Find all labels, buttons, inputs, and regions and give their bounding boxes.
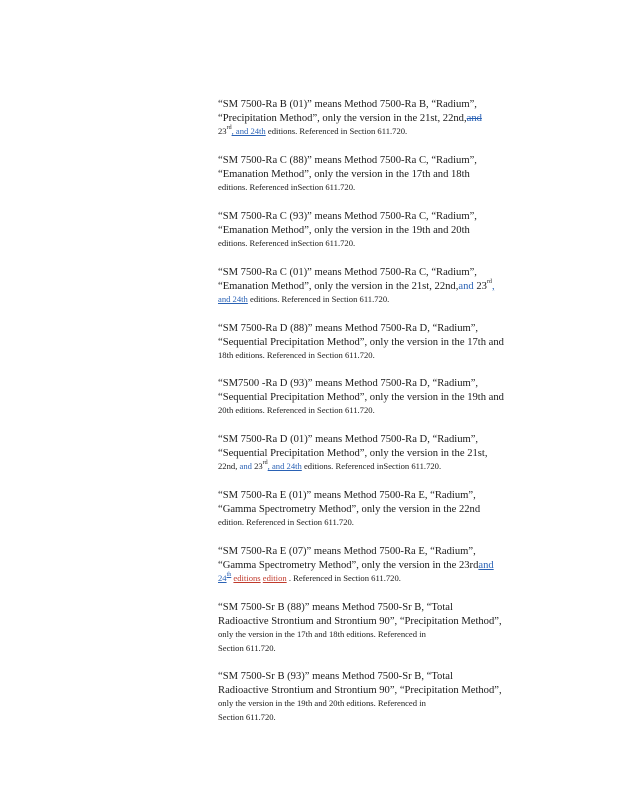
entry-text: “Gamma Spectrometry Method”, only the version in the 23rd bbox=[218, 559, 479, 571]
entry-line: “Sequential Precipitation Method”, only the version in the 21st, bbox=[218, 447, 488, 459]
superscript: rd bbox=[226, 125, 232, 132]
definition-sm-7500-sr-b-93 bbox=[218, 670, 558, 724]
entry-line: Radioactive Strontium and Strontium 90”, “Precipitation Method”, bbox=[218, 615, 502, 627]
entry-text: 23 bbox=[218, 126, 227, 136]
inserted-text: , and 24th bbox=[267, 461, 302, 471]
deleted-text: and bbox=[466, 112, 482, 124]
entry-line bbox=[218, 293, 558, 307]
entry-line: “SM 7500-Ra E (07)” means Method 7500-Ra E, “Radium”, bbox=[218, 546, 476, 557]
inserted-text: , bbox=[491, 280, 495, 292]
entry-line bbox=[218, 572, 558, 586]
entry-line: “SM 7500-Ra C (01)” means Method 7500-Ra C, “Radium”, bbox=[218, 267, 477, 278]
entry-text: editions. Referenced inSection 611.720. bbox=[303, 461, 442, 471]
definition-sm-7500-ra-d-93 bbox=[218, 377, 558, 418]
entry-line: Section 611.720. bbox=[218, 711, 276, 722]
entry-line bbox=[218, 125, 558, 139]
entry-line bbox=[218, 280, 558, 294]
entry-line bbox=[218, 112, 558, 126]
entry-line: “SM 7500-Ra B (01)” means Method 7500-Ra B, “Radium”, bbox=[218, 99, 477, 110]
definition-sm-7500-ra-c-01 bbox=[218, 266, 558, 307]
inserted-text: and bbox=[239, 461, 252, 471]
entry-text: “Precipitation Method”, only the version in the 21st, 22nd, bbox=[218, 112, 467, 124]
inserted-text: and bbox=[458, 280, 474, 292]
definition-sm-7500-ra-d-88 bbox=[218, 322, 558, 363]
entry-text: . Referenced in Section 611.720. bbox=[288, 573, 401, 583]
definition-sm-7500-ra-e-07 bbox=[218, 545, 558, 586]
entry-line: “SM 7500-Ra D (88)” means Method 7500-Ra D, “Radium”, bbox=[218, 323, 479, 334]
entry-line: 20th editions. Referenced in Section 611.720. bbox=[218, 405, 375, 415]
entry-line: “SM 7500-Sr B (88)” means Method 7500-Sr B, “Total bbox=[218, 602, 453, 613]
definition-sm-7500-ra-c-88 bbox=[218, 154, 558, 195]
entry-line: “SM 7500-Ra D (01)” means Method 7500-Ra D, “Radium”, bbox=[218, 434, 479, 445]
entry-line: “SM 7500-Sr B (93)” means Method 7500-Sr B, “Total bbox=[218, 671, 453, 682]
entry-text: 22nd, bbox=[218, 461, 238, 471]
definition-sm-7500-ra-c-93 bbox=[218, 210, 558, 251]
definition-sm-7500-ra-b-01 bbox=[218, 98, 558, 139]
entry-line: “SM 7500-Ra C (93)” means Method 7500-Ra C, “Radium”, bbox=[218, 211, 477, 222]
inserted-text: and 24th bbox=[218, 294, 248, 304]
entry-line bbox=[218, 460, 558, 474]
entry-text: editions. Referenced in Section 611.720. bbox=[250, 294, 390, 304]
entry-line: “SM 7500-Ra E (01)” means Method 7500-Ra E, “Radium”, bbox=[218, 490, 476, 501]
entry-line: Radioactive Strontium and Strontium 90”, “Precipitation Method”, bbox=[218, 684, 502, 696]
inserted-text: and bbox=[478, 559, 494, 571]
inserted-text: editions bbox=[233, 573, 261, 583]
entry-text: editions. Referenced in Section 611.720. bbox=[267, 126, 408, 136]
definition-sm-7500-ra-e-01 bbox=[218, 489, 558, 530]
entry-line: editions. Referenced inSection 611.720. bbox=[218, 238, 356, 248]
entry-line: 18th editions. Referenced in Section 611.720. bbox=[218, 350, 375, 360]
entry-text: 23 bbox=[476, 280, 487, 292]
entry-text: “Emanation Method”, only the version in the 21st, 22nd, bbox=[218, 280, 459, 292]
entry-line: “SM 7500-Ra C (88)” means Method 7500-Ra C, “Radium”, bbox=[218, 155, 477, 166]
entry-text: 23 bbox=[254, 461, 263, 471]
entry-line: edition. Referenced in Section 611.720. bbox=[218, 517, 354, 527]
inserted-text: 24 bbox=[218, 573, 227, 583]
entry-line: only the version in the 19th and 20th editions. Referenced in bbox=[218, 698, 426, 708]
superscript: rd bbox=[262, 460, 268, 467]
entry-line: “Sequential Precipitation Method”, only the version in the 17th and bbox=[218, 336, 504, 348]
definition-sm-7500-sr-b-88 bbox=[218, 601, 558, 655]
entry-line: “Emanation Method”, only the version in the 19th and 20th bbox=[218, 224, 470, 236]
entry-line: “Sequential Precipitation Method”, only the version in the 19th and bbox=[218, 391, 504, 403]
entry-line: only the version in the 17th and 18th editions. Referenced in bbox=[218, 629, 426, 639]
superscript: th bbox=[226, 572, 232, 579]
entry-line: “SM7500 -Ra D (93)” means Method 7500-Ra D, “Radium”, bbox=[218, 378, 479, 389]
entry-line: editions. Referenced inSection 611.720. bbox=[218, 182, 356, 192]
revised-text: edition bbox=[262, 573, 287, 583]
definition-sm-7500-ra-d-01 bbox=[218, 433, 558, 474]
entry-line bbox=[218, 559, 558, 573]
entry-line: “Emanation Method”, only the version in the 17th and 18th bbox=[218, 168, 470, 180]
inserted-text: , and 24th bbox=[231, 126, 266, 136]
entry-line: “Gamma Spectrometry Method”, only the version in the 22nd bbox=[218, 503, 481, 515]
entry-line: Section 611.720. bbox=[218, 642, 276, 653]
superscript: rd bbox=[486, 278, 492, 285]
